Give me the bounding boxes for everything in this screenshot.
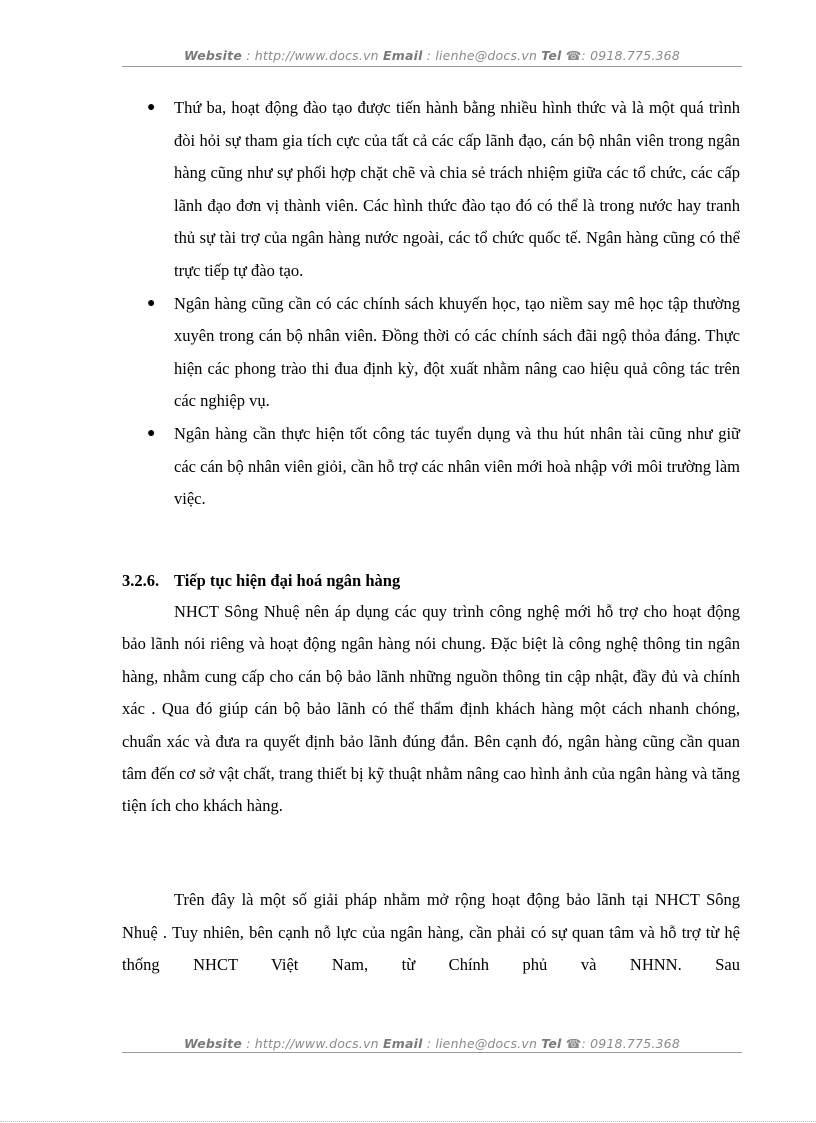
section-number: 3.2.6.: [122, 571, 160, 590]
section-3-2-6: [122, 566, 740, 823]
email-value[interactable]: : lienhe@docs.vn: [426, 1036, 538, 1051]
section-paragraph: NHCT Sông Nhuệ nên áp dụng các quy trình công nghệ mới hỗ trợ cho hoạt động bảo lãnh nói riêng và hoạt động ngân hàng nói chung. Đặc biệt là công nghệ thông tin ngân hàng, nhằm cung cấp cho cán bộ bảo lãnh những nguồn thông tin cập nhật, đầy đủ và chính xác . Qua đó giúp cán bộ bảo lãnh có thể thẩm định khách hàng một cách nhanh chóng, chuẩn xác và đưa ra quyết định bảo lãnh đúng đắn. Bên cạnh đó, ngân hàng cũng cần quan tâm đến cơ sở vật chất, trang thiết bị kỹ thuật nhằm nâng cao hình ảnh của ngân hàng và tăng tiện ích cho khách hàng.: [122, 602, 740, 816]
footer-divider: [122, 1052, 742, 1053]
website-url[interactable]: : http://www.docs.vn: [246, 48, 379, 63]
page-header: [122, 48, 742, 63]
closing-paragraph: Trên đây là một số giải pháp nhằm mở rộng hoạt động bảo lãnh tại NHCT Sông Nhuệ . Tuy nhiên, bên cạnh nỗ lực của ngân hàng, cần phải có sự quan tâm và hỗ trợ từ hệ thống NHCT Việt Nam, từ Chính phủ và NHNN. Sau: [122, 890, 740, 974]
page-footer: [122, 1036, 742, 1051]
email-label: Email: [382, 48, 423, 63]
phone-icon: ☎: [565, 1036, 582, 1051]
page-edge-divider: [0, 1121, 816, 1122]
bullet-icon: ●: [147, 295, 156, 311]
tel-value: : 0918.775.368: [581, 48, 680, 63]
website-label: Website: [184, 48, 243, 63]
tel-value: : 0918.775.368: [581, 1036, 680, 1051]
header-divider: [122, 66, 742, 67]
tel-label: Tel: [541, 48, 562, 63]
bullet-item: [122, 92, 740, 288]
bullet-item: [122, 288, 740, 418]
phone-icon: ☎: [565, 48, 582, 63]
bullet-list: [122, 92, 740, 516]
section-title: Tiếp tục hiện đại hoá ngân hàng: [174, 571, 401, 590]
bullet-icon: ●: [147, 425, 156, 441]
email-label: Email: [382, 1036, 423, 1051]
bullet-item: [122, 418, 740, 516]
email-value[interactable]: : lienhe@docs.vn: [426, 48, 538, 63]
section-heading: [122, 566, 740, 596]
tel-label: Tel: [541, 1036, 562, 1051]
bullet-text: Ngân hàng cần thực hiện tốt công tác tuyển dụng và thu hút nhân tài cũng như giữ các cán bộ nhân viên giỏi, cần hỗ trợ các nhân viên mới hoà nhập với môi trường làm việc.: [174, 423, 740, 509]
bullet-text: Thứ ba, hoạt động đào tạo được tiến hành bằng nhiều hình thức và là một quá trình đòi hỏi sự tham gia tích cực của tất cả các cấp lãnh đạo, cán bộ nhân viên trong ngân hàng cũng như sự phối hợp chặt chẽ và chia sẻ trách nhiệm giữa các tổ chức, các cấp lãnh đạo đơn vị thành viên. Các hình thức đào tạo đó có thể là trong nước hay tranh thủ sự tài trợ của ngân hàng nước ngoài, các tổ chức quốc tế. Ngân hàng cũng có thể trực tiếp tự đào tạo.: [174, 98, 740, 280]
website-url[interactable]: : http://www.docs.vn: [246, 1036, 379, 1051]
bullet-text: Ngân hàng cũng cần có các chính sách khuyến học, tạo niềm say mê học tập thường xuyên trong cán bộ nhân viên. Đồng thời có các chính sách đãi ngộ thỏa đáng. Thực hiện các phong trào thi đua định kỳ, đột xuất nhằm nâng cao hiệu quả công tác trên các nghiệp vụ.: [174, 293, 740, 411]
bullet-icon: ●: [147, 100, 156, 115]
website-label: Website: [184, 1036, 243, 1051]
